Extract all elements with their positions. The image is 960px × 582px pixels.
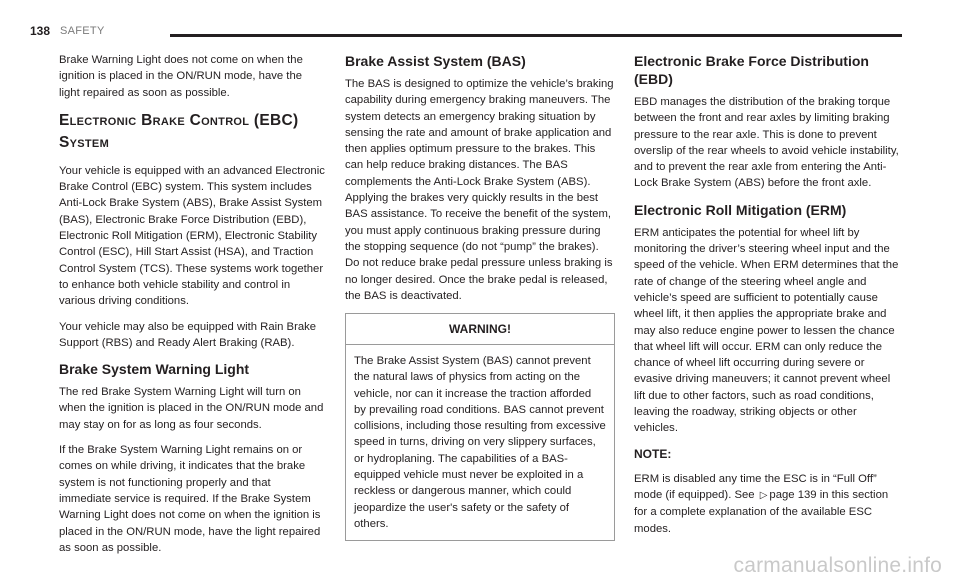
column-right <box>634 52 902 546</box>
page-number: 138 <box>30 24 51 38</box>
column-middle <box>345 52 614 313</box>
note-text-before: ERM is disabled any time the ESC is in “Full Off” mode (if equipped). See <box>634 472 877 501</box>
bas-heading: Brake Assist System (BAS) <box>345 53 526 69</box>
page-reference-arrow-icon: ▷ <box>759 489 768 501</box>
page-reference-link[interactable]: page 139 <box>769 488 817 501</box>
page-header <box>30 22 902 42</box>
ebc-heading-line2: System <box>59 133 110 151</box>
paragraph: Your vehicle is equipped with an advanced Electronic Brake Control (EBC) system. This system includes Anti-Lock Brake System (ABS), Brake Assist System (BAS), Electronic Brake Force Distribution (EBD), Electronic Roll Mitigation (ERM), Electronic Stability Control (ESC), Hill Start Assist (HSA), and Traction Control System (TCS). These systems work together to enhance both vehicle stability and control in various driving conditions. <box>59 164 325 308</box>
erm-heading: Electronic Roll Mitigation (ERM) <box>634 201 847 218</box>
header-rule <box>170 34 902 37</box>
watermark: carmanualsonline.info <box>733 554 942 577</box>
note-text-after: in this section for a complete explanation of the available ESC modes. <box>634 488 889 535</box>
warning-title: WARNING! <box>346 314 614 345</box>
section-title: SAFETY <box>60 25 105 37</box>
ebc-section-heading <box>59 110 325 154</box>
paragraph: Brake Warning Light does not come on when the ignition is placed in the ON/RUN mode, have the light repaired as soon as possible. <box>59 54 303 99</box>
paragraph: If the Brake System Warning Light remains on or comes on while driving, it indicates that the brake system is not functioning properly and that immediate service is required. If the Brake System Warning Light does not come on when the ignition is placed in the ON/RUN mode, have the light repaired as soon as possible. <box>59 444 321 554</box>
ebc-heading-line1: Electronic Brake Control (EBC) <box>59 111 299 129</box>
paragraph: EBD manages the distribution of the braking torque between the front and rear axles by limiting braking pressure to the rear axle. This is done to prevent overslip of the rear wheels to avoid vehicle instability, and to prevent the rear axle from entering the Anti-Lock Brake System (ABS) before the front axle. <box>634 96 899 190</box>
paragraph: The BAS is designed to optimize the vehicle’s braking capability during emergency braking maneuvers. The system detects an emergency braking situation by sensing the rate and amount of brake application and then applies optimum pressure to the brakes. This can help reduce braking distances. The BAS complements the Anti-Lock Brake System (ABS). Applying the brakes very quickly results in the best BAS assistance. To receive the benefit of the system, you must apply continuous braking pressure during the stopping sequence (do not “pump” the brakes). Do not reduce brake pedal pressure unless braking is no longer desired. Once the brake pedal is released, the BAS is deactivated. <box>345 78 614 302</box>
ebd-heading: Electronic Brake Force Distribution (EBD) <box>634 53 869 87</box>
paragraph: ERM anticipates the potential for wheel lift by monitoring the driver’s steering wheel input and the speed of the vehicle. When ERM determines that the rate of change of the steering wheel angle and vehicle’s speed are sufficient to potentially cause wheel lift, it then applies the appropriate brake and may also reduce engine power to lessen the chance that wheel lift will occur. ERM can only reduce the chance of wheel lift occurring during severe or evasive driving maneuvers; it cannot prevent wheel lift due to other factors, such as road conditions, leaving the roadway, striking objects or other vehicles. <box>634 226 899 435</box>
note-text <box>634 471 902 537</box>
paragraph: The red Brake System Warning Light will turn on when the ignition is placed in the ON/RUN mode and may stay on for as long as four seconds. <box>59 386 324 431</box>
warning-box <box>345 313 615 541</box>
column-left <box>59 52 325 565</box>
paragraph: Your vehicle may also be equipped with Rain Brake Support (RBS) and Ready Alert Braking (RAB). <box>59 320 317 349</box>
warning-text: The Brake Assist System (BAS) cannot prevent the natural laws of physics from acting on the vehicle, nor can it increase the traction afforded by prevailing road conditions. BAS cannot prevent collisions, including those resulting from excessive speed in turns, driving on very slippery surfaces, or hydroplaning. The capabilities of a BAS-equipped vehicle must never be exploited in a reckless or dangerous manner, which could jeopardize the user's safety or the safety of others. <box>354 355 606 530</box>
brake-warning-light-heading: Brake System Warning Light <box>59 361 250 378</box>
note-label: NOTE: <box>634 446 672 461</box>
